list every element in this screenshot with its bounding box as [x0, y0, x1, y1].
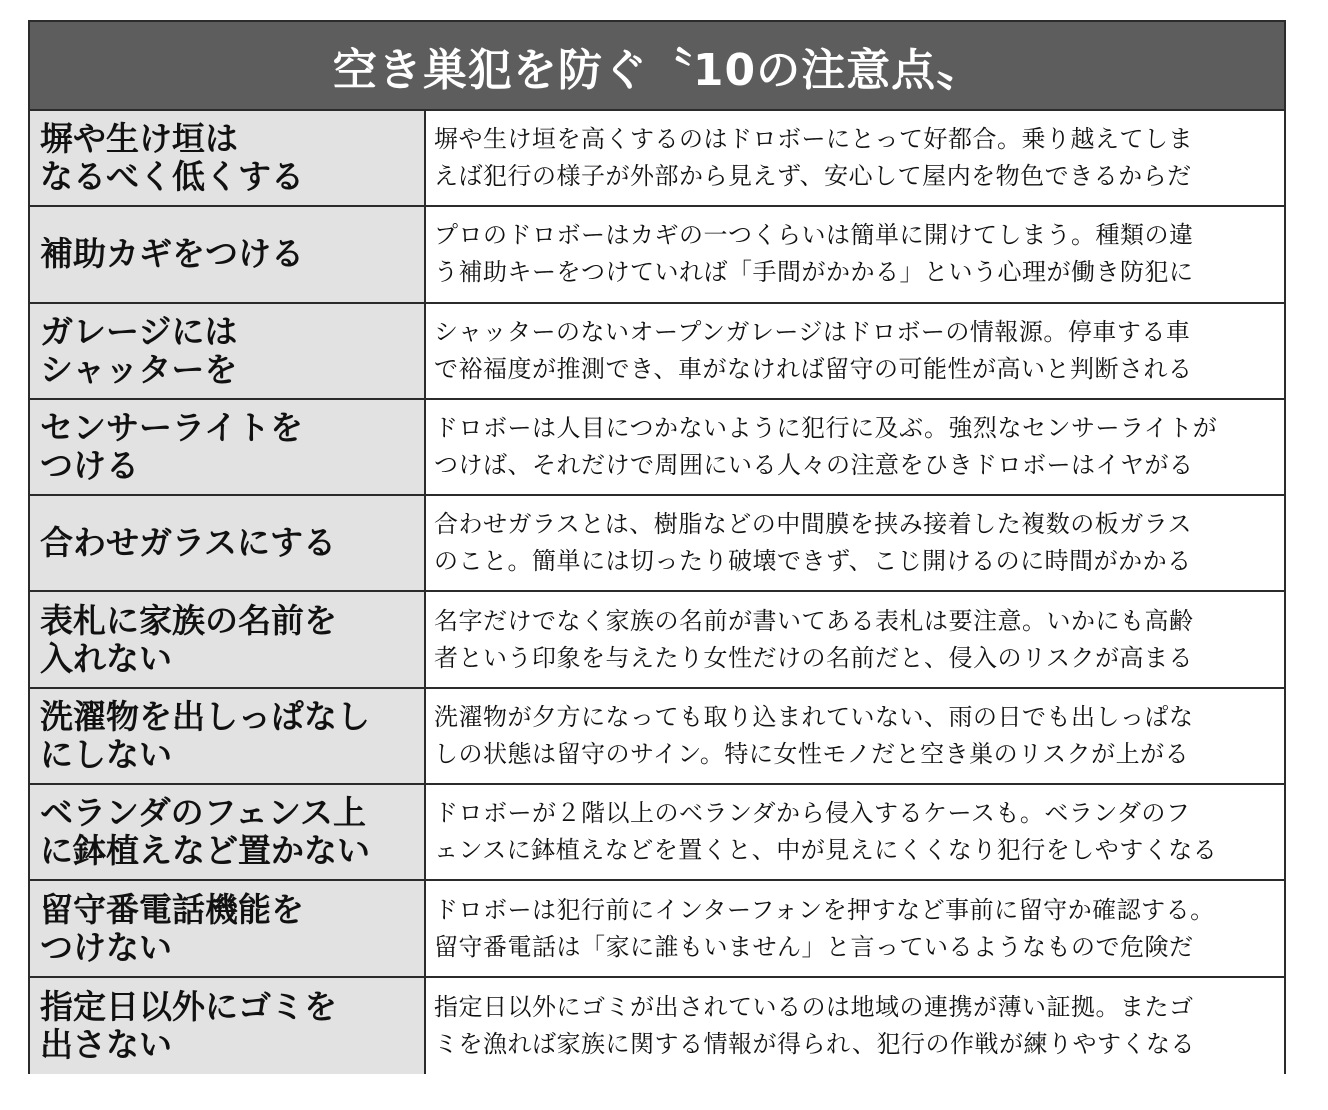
tip-heading: ベランダのフェンス上 に鉢植えなど置かない: [40, 793, 370, 871]
tip-cell: [30, 400, 426, 494]
tip-cell: [30, 881, 426, 975]
table-row: [30, 400, 1284, 496]
tip-heading: 塀や生け垣は なるべく低くする: [40, 119, 304, 197]
tip-cell: [30, 111, 426, 205]
tip-cell: [30, 304, 426, 398]
table-row: [30, 978, 1284, 1074]
tip-heading: 合わせガラスにする: [40, 523, 337, 563]
tip-heading: 留守番電話機能を つけない: [40, 889, 304, 967]
tips-rows: [30, 111, 1284, 1074]
description-cell: [426, 689, 1284, 783]
description-cell: [426, 304, 1284, 398]
tip-cell: [30, 207, 426, 301]
tips-table: [28, 20, 1286, 1074]
table-row: [30, 592, 1284, 688]
tip-description: 指定日以外にゴミが出されているのは地域の連携が薄い証拠。またゴ ミを漁れば家族に関する情報が得られ、犯行の作戦が練りやすくなる: [434, 992, 1195, 1058]
tip-description: シャッターのないオープンガレージはドロボーの情報源。停車する車 で裕福度が推測でき、車がなければ留守の可能性が高いと判断される: [434, 317, 1193, 383]
description-cell: [426, 785, 1284, 879]
table-row: [30, 689, 1284, 785]
tip-heading: 洗濯物を出しっぱなし にしない: [40, 696, 370, 774]
tip-description: プロのドロボーはカギの一つくらいは簡単に開けてしまう。種類の違 う補助キーをつけていれば「手間がかかる」という心理が働き防犯に: [434, 221, 1194, 287]
tip-cell: [30, 978, 426, 1074]
description-cell: [426, 978, 1284, 1074]
table-row: [30, 111, 1284, 207]
tip-description: ドロボーは犯行前にインターフォンを押すなど事前に留守か確認する。 留守番電話は「家に誰もいません」と言っているようなもので危険だ: [434, 895, 1215, 961]
description-cell: [426, 400, 1284, 494]
table-row: [30, 304, 1284, 400]
tip-cell: [30, 592, 426, 686]
table-row: [30, 207, 1284, 303]
tip-heading: 表札に家族の名前を 入れない: [40, 600, 337, 678]
description-cell: [426, 496, 1284, 590]
tip-cell: [30, 496, 426, 590]
tip-description: ドロボーが２階以上のベランダから侵入するケースも。ベランダのフ ェンスに鉢植えなどを置くと、中が見えにくくなり犯行をしやすくなる: [434, 799, 1218, 865]
tip-description: 塀や生け垣を高くするのはドロボーにとって好都合。乗り越えてしま えば犯行の様子が外部から見えず、安心して屋内を物色できるからだ: [434, 125, 1194, 191]
tip-description: 名字だけでなく家族の名前が書いてある表札は要注意。いかにも高齢 者という印象を与えたり女性だけの名前だと、侵入のリスクが高まる: [434, 606, 1194, 672]
tip-heading: センサーライトを つける: [40, 408, 304, 486]
tip-description: 合わせガラスとは、樹脂などの中間膜を挟み接着した複数の板ガラス のこと。簡単には切ったり破壊できず、こじ開けるのに時間がかかる: [434, 510, 1193, 576]
tip-heading: ガレージには シャッターを: [40, 311, 238, 389]
tip-cell: [30, 785, 426, 879]
tip-heading: 指定日以外にゴミを 出さない: [40, 986, 337, 1064]
page-title: 空き巣犯を防ぐ〝10の注意点〟: [332, 44, 982, 96]
description-cell: [426, 207, 1284, 301]
table-row: [30, 496, 1284, 592]
tip-cell: [30, 689, 426, 783]
tip-description: 洗濯物が夕方になっても取り込まれていない、雨の日でも出しっぱな しの状態は留守のサイン。特に女性モノだと空き巣のリスクが上がる: [434, 702, 1194, 768]
description-cell: [426, 111, 1284, 205]
tip-heading: 補助カギをつける: [40, 234, 304, 274]
table-row: [30, 881, 1284, 977]
table-row: [30, 785, 1284, 881]
description-cell: [426, 881, 1284, 975]
description-cell: [426, 592, 1284, 686]
tip-description: ドロボーは人目につかないように犯行に及ぶ。強烈なセンサーライトが つけば、それだけで周囲にいる人々の注意をひきドロボーはイヤがる: [434, 414, 1218, 480]
title-bar: [30, 22, 1284, 111]
